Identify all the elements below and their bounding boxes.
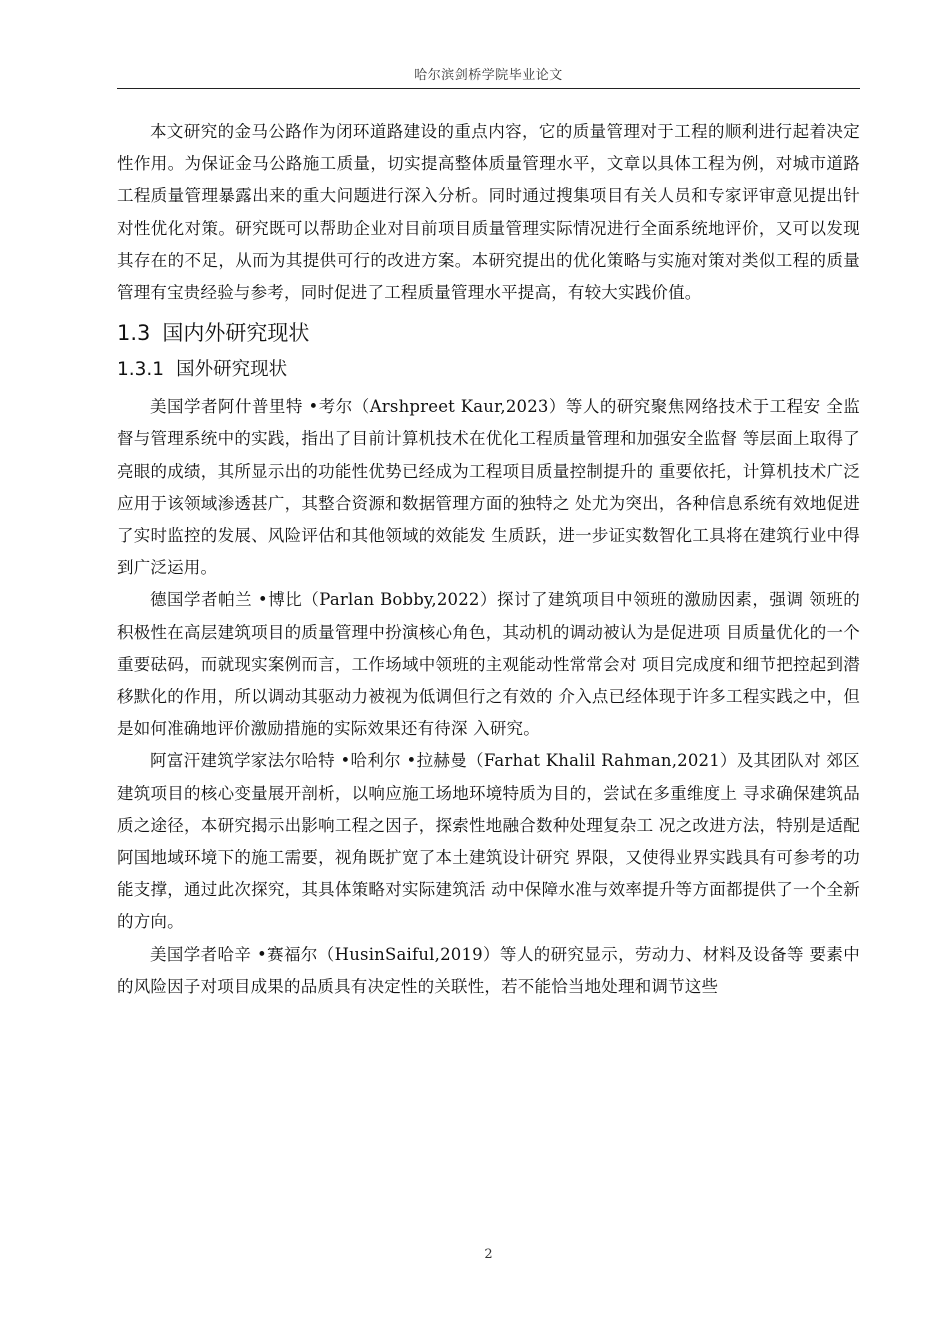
paragraph-bobby: 德国学者帕兰 •博比（Parlan Bobby,2022）探讨了建筑项目中领班的激励因素，强调 领班的积极性在高层建筑项目的质量管理中扮演核心角色，其动机的调动被认为是促进项 目质量优化的一个重要砝码，而就现实案例而言，工作场域中领班的主观能动性常常会对 项目完成度和细节把控起到潜移默化的作用，所以调动其驱动力被视为低调但行之有效的 介入点已经体现于许多工程实践之中，但是如何准确地评价激励措施的实际效果还有待深 入研究。 <box>117 590 860 739</box>
subsection-title: 国外研究现状 <box>176 359 288 381</box>
page-header: 哈尔滨剑桥学院毕业论文 <box>414 68 563 83</box>
paragraph-saiful: 美国学者哈辛 •赛福尔（HusinSaiful,2019）等人的研究显示，劳动力、材料及设备等 要素中的风险因子对项目成果的品质具有决定性的关联性，若不能恰当地处理和调节这些 <box>117 944 860 996</box>
page-number: 2 <box>484 1247 493 1262</box>
intro-paragraph: 本文研究的金马公路作为闭环道路建设的重点内容，它的质量管理对于工程的顺利进行起着决定性作用。为保证金马公路施工质量，切实提高整体质量管理水平，文章以具体工程为例，对城市道路工程质量管理暴露出来的重大问题进行深入分析。同时通过搜集项目有关人员和专家评审意见提出针对性优化对策。研究既可以帮助企业对目前项目质量管理实际情况进行全面系统地评价，又可以发现其存在的不足，从而为其提供可行的改进方案。本研究提出的优化策略与实施对策对类似工程的质量管理有宝贵经验与参考，同时促进了工程质量管理水平提高，有较大实践价值。 <box>117 122 860 303</box>
document-body <box>117 116 860 1003</box>
paragraph-kaur: 美国学者阿什普里特 •考尔（Arshpreet Kaur,2023）等人的研究聚焦网络技术于工程安 全监督与管理系统中的实践，指出了目前计算机技术在优化工程质量管理和加强安全监督 等层面上取得了亮眼的成绩，其所显示出的功能性优势已经成为工程项目质量控制提升的 重要依托，计算机技术广泛应用于该领域渗透甚广，其整合资源和数据管理方面的独特之 处尤为突出，各种信息系统有效地促进了实时监控的发展、风险评估和其他领域的效能发 生质跃，进一步证实数智化工具将在建筑行业中得到广泛运用。 <box>117 397 860 578</box>
section-heading-1-3 <box>117 317 860 349</box>
section-title: 国内外研究现状 <box>162 321 310 346</box>
subsection-heading-1-3-1 <box>117 355 860 385</box>
subsection-number: 1.3.1 <box>117 359 165 381</box>
paragraph-rahman: 阿富汗建筑学家法尔哈特 •哈利尔 •拉赫曼（Farhat Khalil Rahman,2021）及其团队对 郊区建筑项目的核心变量展开剖析，以响应施工场地环境特质为目的，尝试在多重维度上 寻求确保建筑品质之途径，本研究揭示出影响工程之因子，探索性地融合数种处理复杂工 况之改进方法，特别是适配阿国地域环境下的施工需要，视角既扩宽了本土建筑设计研究 界限，又使得业界实践具有可参考的功能支撑，通过此次探究，其具体策略对实际建筑活 动中保障水准与效率提升等方面都提供了一个全新的方向。 <box>117 751 860 932</box>
header-divider <box>117 88 860 89</box>
section-number: 1.3 <box>117 321 151 346</box>
